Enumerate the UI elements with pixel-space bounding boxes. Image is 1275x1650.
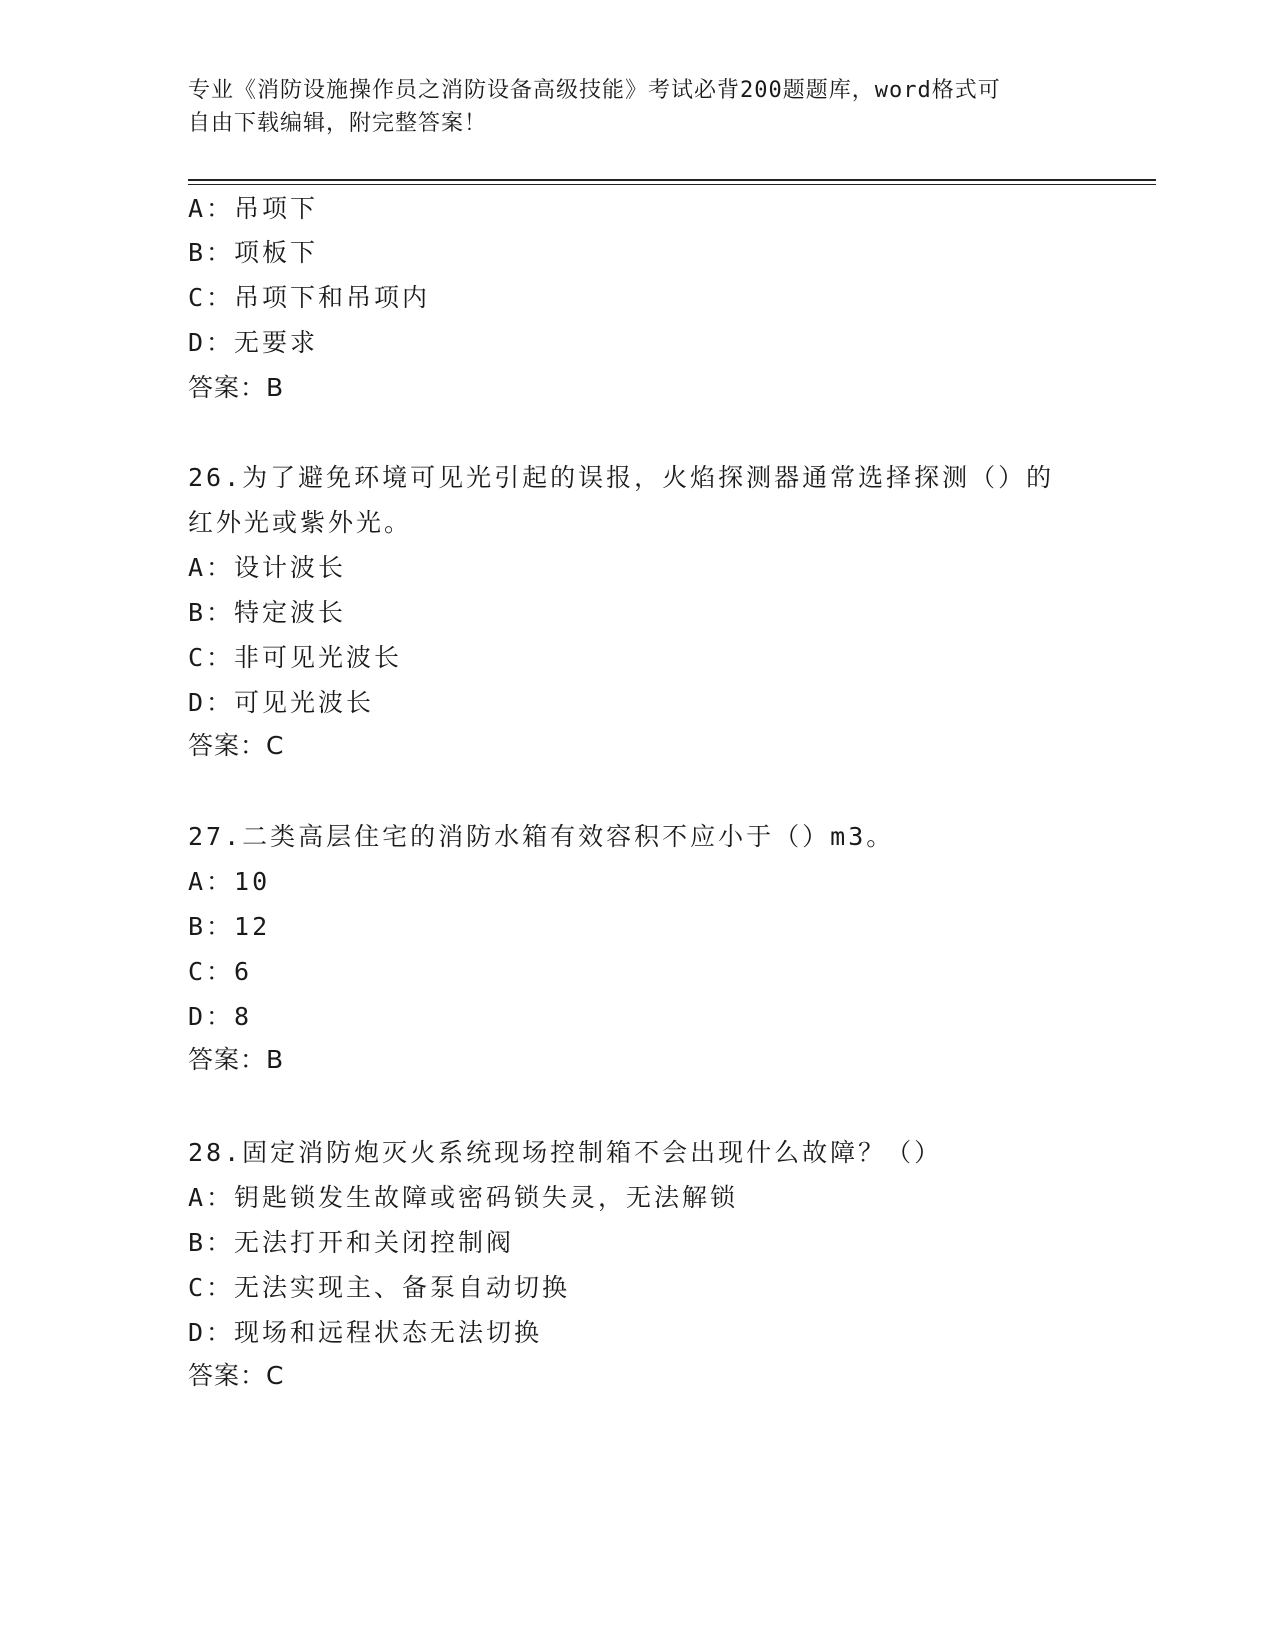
header-rule-thin xyxy=(188,184,1156,185)
q28-option-a: A：钥匙锁发生故障或密码锁失灵，无法解锁 xyxy=(188,1183,739,1212)
q27-answer: 答案：B xyxy=(188,1045,285,1074)
q26-option-c: C：非可见光波长 xyxy=(188,643,403,672)
q25-answer: 答案：B xyxy=(188,373,285,402)
q28-option-b: B：无法打开和关闭控制阀 xyxy=(188,1228,515,1257)
q28-option-d: D：现场和远程状态无法切换 xyxy=(188,1318,543,1347)
q25-option-d: D：无要求 xyxy=(188,328,319,357)
header-line-1: 专业《消防设施操作员之消防设备高级技能》考试必背200题题库，word格式可 xyxy=(188,78,1001,103)
q27-option-c: C：6 xyxy=(188,957,253,986)
q26-option-d: D：可见光波长 xyxy=(188,688,375,717)
document-header xyxy=(188,74,1088,140)
header-line-2: 自由下载编辑，附完整答案！ xyxy=(188,111,488,136)
q25-option-c: C：吊项下和吊项内 xyxy=(188,283,431,312)
q28-stem-line-1: 28.固定消防炮灭火系统现场控制箱不会出现什么故障？（） xyxy=(188,1138,943,1167)
q26-answer: 答案：C xyxy=(188,731,285,760)
header-rule-thick xyxy=(188,179,1156,181)
q28-answer: 答案：C xyxy=(188,1361,285,1390)
q27-option-a: A：10 xyxy=(188,867,271,896)
q26-option-a: A：设计波长 xyxy=(188,553,347,582)
q28-option-c: C：无法实现主、备泵自动切换 xyxy=(188,1273,571,1302)
q26-stem-line-2: 红外光或紫外光。 xyxy=(188,508,413,537)
q27-stem-line-1: 27.二类高层住宅的消防水箱有效容积不应小于（）m3。 xyxy=(188,822,895,851)
q26-stem-line-1: 26.为了避免环境可见光引起的误报，火焰探测器通常选择探测（）的 xyxy=(188,463,1055,492)
q25-option-b: B：项板下 xyxy=(188,238,319,267)
q27-option-b: B：12 xyxy=(188,912,271,941)
q25-option-a: A：吊项下 xyxy=(188,194,319,223)
q27-option-d: D：8 xyxy=(188,1002,253,1031)
q26-option-b: B：特定波长 xyxy=(188,598,347,627)
